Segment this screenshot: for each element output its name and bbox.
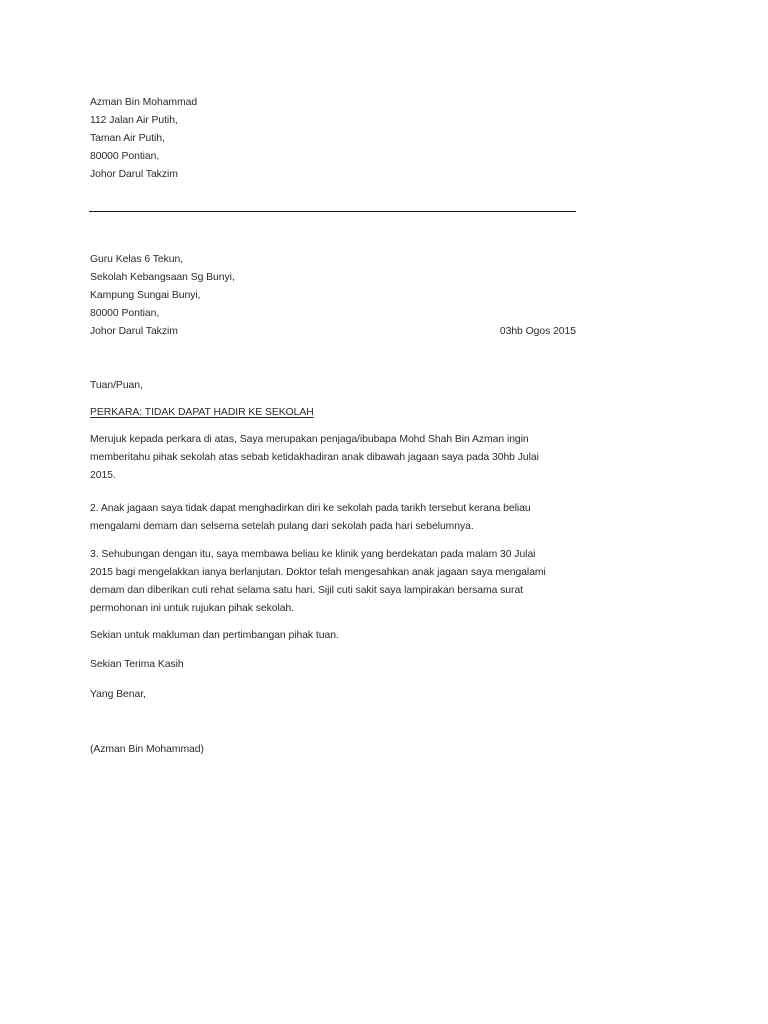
recipient-address-line: Johor Darul Takzim [90,326,178,337]
salutation: Tuan/Puan, [90,380,143,391]
paragraph-line: Merujuk kepada perkara di atas, Saya merupakan penjaga/ibubapa Mohd Shah Bin Azman ingin [90,434,529,445]
body-paragraph-1 [90,431,576,485]
paragraph-line: permohonan ini untuk rujukan pihak sekolah. [90,603,295,614]
paragraph-line: 2015. [90,470,116,481]
sender-address-line: Taman Air Putih, [90,133,165,144]
closing-remark: Sekian untuk makluman dan pertimbangan pihak tuan. [90,630,339,641]
sender-address-line: Johor Darul Takzim [90,169,178,180]
recipient-address-line: 80000 Pontian, [90,308,160,319]
recipient-address [90,251,235,341]
sender-address-line: 112 Jalan Air Putih, [90,115,178,126]
paragraph-line: 3. Sehubungan dengan itu, saya membawa beliau ke klinik yang berdekatan pada malam 30 Julai [90,549,536,560]
closing-sign-off: Yang Benar, [90,689,146,700]
closing-thanks: Sekian Terima Kasih [90,659,184,670]
paragraph-line: 2. Anak jagaan saya tidak dapat menghadirkan diri ke sekolah pada tarikh tersebut kerana beliau [90,503,531,514]
letter-date: 03hb Ogos 2015 [499,326,576,337]
paragraph-line: memberitahu pihak sekolah atas sebab ketidakhadiran anak dibawah jagaan saya pada 30hb Julai [90,452,539,463]
paragraph-line: 2015 bagi mengelakkan ianya berlanjutan. Doktor telah mengesahkan anak jagaan saya mengalami [90,567,546,578]
sender-address [90,94,197,184]
paragraph-line: demam dan diberikan cuti rehat selama satu hari. Sijil cuti sakit saya lampirakan bersama surat [90,585,524,596]
body-paragraph-3 [90,546,576,618]
paragraph-line: mengalami demam dan selsema setelah pulang dari sekolah pada hari sebelumnya. [90,521,474,532]
recipient-address-line: Sekolah Kebangsaan Sg Bunyi, [90,272,235,283]
signature-name: (Azman Bin Mohammad) [90,744,204,755]
sender-address-line: 80000 Pontian, [90,151,160,162]
recipient-address-line: Kampung Sungai Bunyi, [90,290,201,301]
sender-name: Azman Bin Mohammad [90,97,198,108]
subject-line: PERKARA: TIDAK DAPAT HADIR KE SEKOLAH [90,407,314,418]
header-divider [89,211,576,212]
body-paragraph-2 [90,500,576,536]
recipient-title: Guru Kelas 6 Tekun, [90,254,184,265]
